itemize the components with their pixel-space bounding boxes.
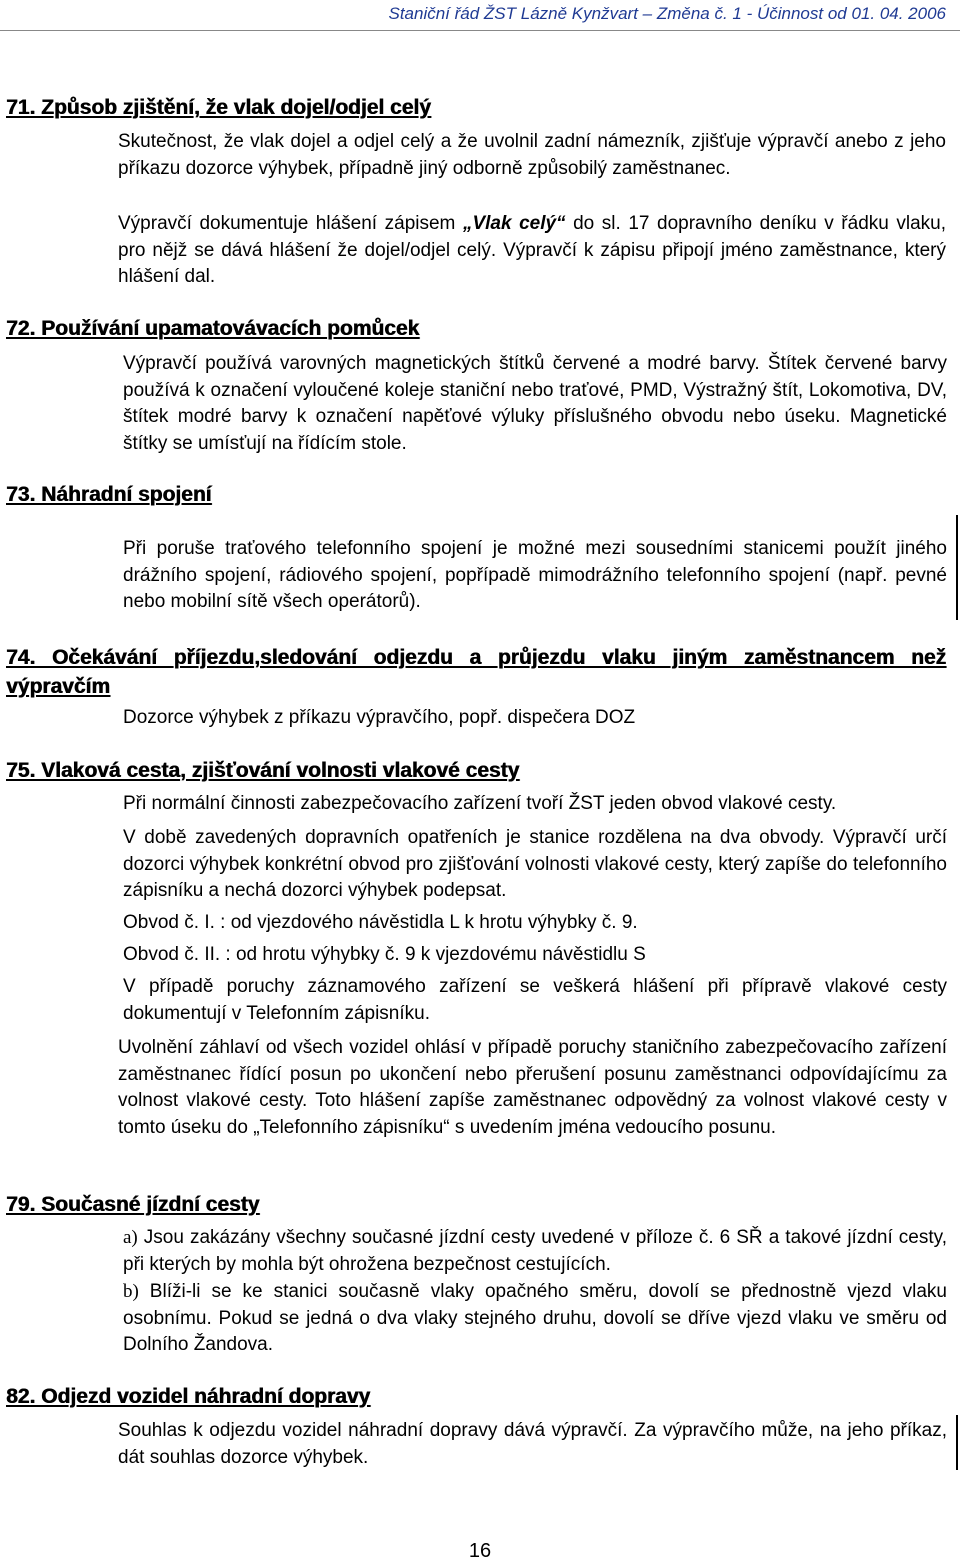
section-75-paragraph-2: V době zavedených dopravních opatřeních je stanice rozdělena na dva obvody. Výpravčí určí dozorci výhybek konkrétní obvod pro zjišťování volnosti vlakové cesty, který zapíše do telefonního zápisníku a nechá dozorci výhybek podepsat. — [123, 827, 947, 901]
section-72-paragraph-1: Výpravčí používá varovných magnetických štítků červené a modré barvy. Štítek červené barvy používá k označení vyloučené koleje staniční nebo traťové, PMD, Výstražný štít, Lokomotiva, DV, štítek modré barvy k označení napěťové výluky příslušného obvodu nebo úseku. Magnetické štítky se umísťují na řídícím stole. — [123, 353, 947, 454]
section-79-item-a — [123, 1225, 947, 1278]
section-82-paragraph-1: Souhlas k odjezdu vozidel náhradní dopravy dává výpravčí. Za výpravčího může, na jeho příkaz, dát souhlas dozorce výhybek. — [118, 1420, 947, 1468]
section-74-paragraph-1: Dozorce výhybek z příkazu výpravčího, popř. dispečera DOZ — [123, 707, 636, 728]
header-divider — [0, 30, 960, 31]
page-number: 16 — [468, 1540, 492, 1562]
section-75-obvod-1: Obvod č. I. : od vjezdového návěstidla L k hrotu výhybky č. 9. — [123, 912, 638, 933]
section-75-paragraph-6: Uvolnění záhlaví od všech vozidel ohlásí v případě poruchy staničního zabezpečovacího zařízení zaměstnanec řídící posun po ukončení nebo přerušení posunu zaměstnanci odpovídajícímu za volnost vlakové cesty. Toto hlášení zapíše zaměstnanec odpovědný za volnost vlakové cesty v tomto úseku do „Telefonního zápisníku“ s uvedením jména vedoucího posunu. — [118, 1037, 947, 1138]
change-bar — [956, 515, 958, 620]
section-73-paragraph-1: Při poruše traťového telefonního spojení je možné mezi sousedními stanicemi použít jiného drážního spojení, rádiového spojení, popřípadě mimodrážního telefonního spojení (např. pevné nebo mobilní sítě všech operátorů). — [123, 538, 947, 612]
section-82-heading: 82. Odjezd vozidel náhradní dopravy — [6, 1385, 371, 1408]
item-b-text: Blíži-li se ke stanici současně vlaky opačného směru, dovolí se přednostně vjezd vlaku osobnímu. Pokud se jedná o dva vlaky stejného druhu, dovolí se dříve vjezd vlaku ve směru od Dolního Žandova. — [123, 1281, 947, 1355]
vlak-cely-emphasis: „Vlak celý“ — [462, 213, 566, 234]
change-bar — [956, 1415, 958, 1470]
section-75-paragraph-1: Při normální činnosti zabezpečovacího zařízení tvoří ŽST jeden obvod vlakové cesty. — [123, 793, 837, 814]
item-a-marker: a) — [123, 1227, 138, 1248]
section-75-paragraph-5: V případě poruchy záznamového zařízení se veškerá hlášení při přípravě vlakové cesty dokumentují v Telefonním zápisníku. — [123, 976, 947, 1024]
section-72-heading: 72. Používání upamatovávacích pomůcek — [6, 317, 420, 340]
section-75-obvod-2: Obvod č. II. : od hrotu výhybky č. 9 k vjezdovému návěstidlu S — [123, 944, 646, 965]
item-b-marker: b) — [123, 1281, 139, 1302]
section-74-heading: 74. Očekávání příjezdu,sledování odjezdu a průjezdu vlaku jiným zaměstnancem než výpravčím — [6, 646, 946, 698]
section-79-heading: 79. Současné jízdní cesty — [6, 1193, 260, 1216]
section-75-heading: 75. Vlaková cesta, zjišťování volnosti vlakové cesty — [6, 759, 520, 782]
section-71-heading: 71. Způsob zjištění, že vlak dojel/odjel celý — [6, 96, 431, 119]
section-71-text-before: Výpravčí dokumentuje hlášení zápisem — [118, 213, 463, 234]
section-73-heading: 73. Náhradní spojení — [6, 483, 212, 506]
section-71-text-after: do sl. 17 dopravního deníku v řádku vlaku, pro nějž se dává hlášení že dojel/odjel celý. Výpravčí k zápisu připojí jméno zaměstnance, který hlášení dal. — [118, 213, 947, 287]
item-a-text: Jsou zakázány všechny současné jízdní cesty uvedené v příloze č. 6 SŘ a takové jízdní cesty, při kterých by mohla být ohrožena bezpečnost cestujících. — [123, 1227, 947, 1275]
section-71-paragraph-1: Skutečnost, že vlak dojel a odjel celý a že uvolnil zadní námezník, zjišťuje výpravčí anebo z jeho příkazu dozorce výhybek, případně jiný odborně způsobilý zaměstnanec. — [118, 131, 946, 179]
section-79-item-b — [123, 1279, 947, 1359]
section-71-paragraph-2 — [118, 211, 946, 291]
document-header: Staniční řád ŽST Lázně Kynžvart – Změna č. 1 - Účinnost od 01. 04. 2006 — [388, 4, 946, 23]
